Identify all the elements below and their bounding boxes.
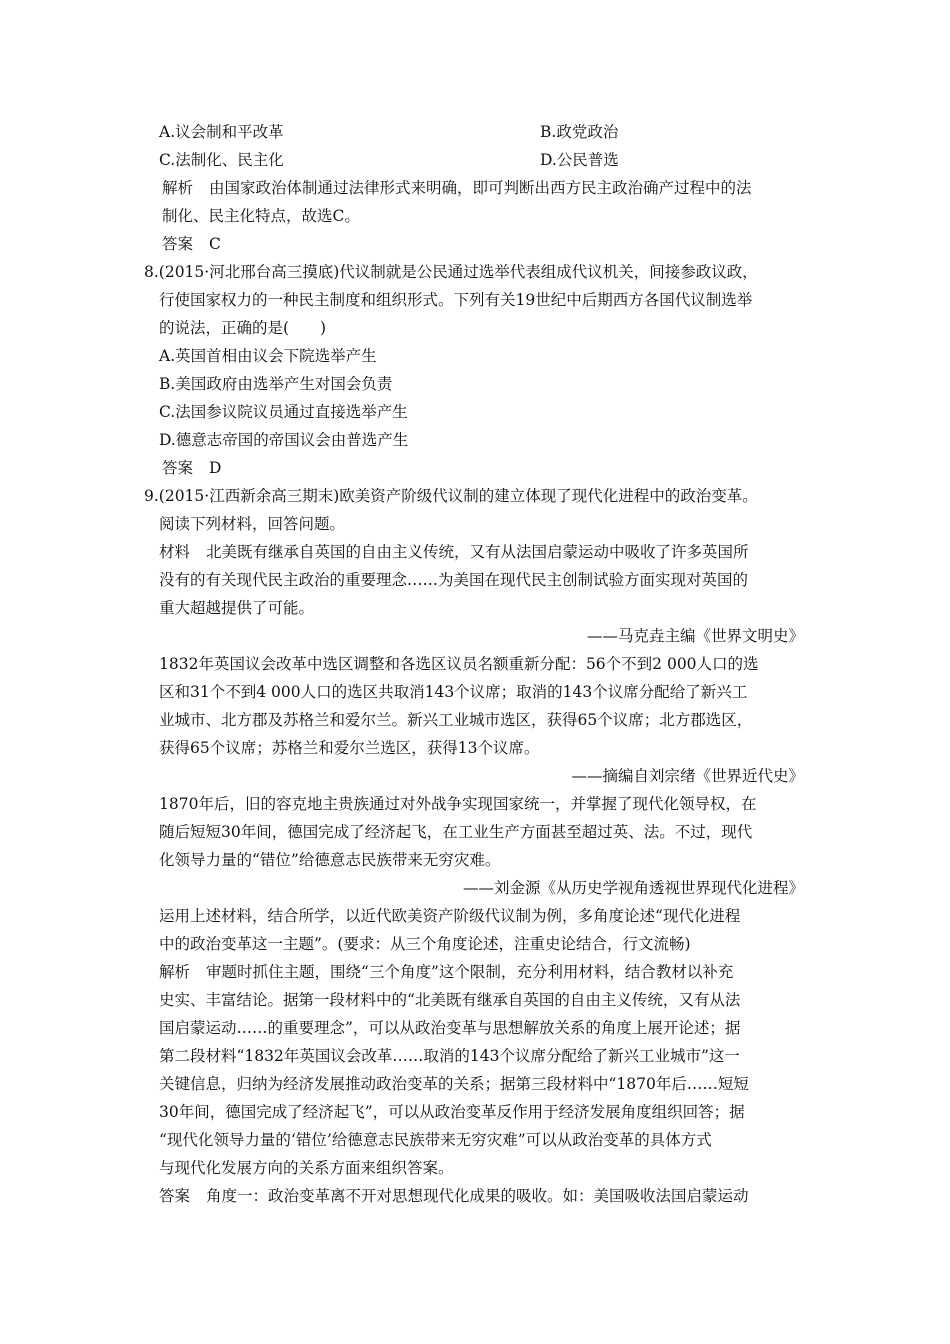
q8-stem-line-2: 行使国家权力的一种民主制度和组织形式。下列有关19世纪中后期西方各国代议制选举 bbox=[159, 291, 753, 309]
q9-analysis-line-2: 史实、丰富结论。据第一段材料中的“北美既有继承自英国的自由主义传统，又有从法 bbox=[159, 991, 741, 1009]
q9-stem-line-1: 9.(2015·江西新余高三期末)欧美资产阶级代议制的建立体现了现代化进程中的政治变革。 bbox=[144, 487, 758, 505]
q9-material-2-line-2: 区和31个不到4 000人口的选区共取消143个议席；取消的143个议席分配给了新兴工 bbox=[159, 683, 748, 701]
q9-answer-label: 答案 bbox=[159, 1187, 191, 1205]
q7-answer bbox=[162, 234, 221, 254]
q9-material-3-line-1: 1870年后，旧的容克地主贵族通过对外战争实现国家统一，并掌握了现代化领导权，在 bbox=[159, 795, 757, 813]
q8-stem-line-1: 8.(2015·河北邢台高三摸底)代议制就是公民通过选举代表组成代议机关，间接参政议政， bbox=[144, 263, 758, 281]
q9-stem-line-2: 阅读下列材料，回答问题。 bbox=[159, 515, 346, 533]
q9-analysis-line-7: “现代化领导力量的‘错位’给德意志民族带来无穷灾难”可以从政治变革的具体方式 bbox=[159, 1131, 712, 1149]
q9-analysis-line-6: 30年间，德国完成了经济起飞”，可以从政治变革反作用于经济发展角度组织回答；据 bbox=[159, 1103, 745, 1121]
q9-analysis-line-4: 第二段材料“1832年英国议会改革……取消的143个议席分配给了新兴工业城市”这一 bbox=[159, 1047, 740, 1065]
q9-material-1-line-3: 重大超越提供了可能。 bbox=[159, 599, 315, 617]
q9-material-1-line-2: 没有的有关现代民主政治的重要理念……为美国在现代民主创制试验方面实现对英国的 bbox=[159, 571, 749, 589]
q7-option-d: D.公民普选 bbox=[540, 151, 619, 169]
q8-answer bbox=[162, 458, 221, 478]
q9-material-3-line-2: 随后短短30年间，德国完成了经济起飞，在工业生产方面甚至超过英、法。不过，现代 bbox=[159, 823, 753, 841]
q9-analysis-line-1 bbox=[159, 962, 733, 982]
q9-material-3-line-3: 化领导力量的“错位”给德意志民族带来无穷灾难。 bbox=[159, 851, 501, 869]
q9-material-1-text: 北美既有继承自英国的自由主义传统，又有从法国启蒙运动中吸收了许多英国所 bbox=[206, 543, 749, 561]
q9-analysis-line-3: 国启蒙运动……的重要理念”，可以从政治变革与思想解放关系的角度上展开论述；据 bbox=[159, 1019, 741, 1037]
q9-analysis-line-5: 关键信息，归纳为经济发展推动政治变革的关系；据第三段材料中“1870年后……短短 bbox=[159, 1075, 749, 1093]
q9-answer-line-1 bbox=[159, 1186, 749, 1206]
q7-answer-label: 答案 bbox=[162, 235, 194, 253]
q7-answer-value: C bbox=[209, 235, 221, 253]
q9-answer-text: 角度一：政治变革离不开对思想现代化成果的吸收。如：美国吸收法国启蒙运动 bbox=[206, 1187, 749, 1205]
q7-option-a: A.议会制和平改革 bbox=[159, 123, 284, 141]
q9-material-1-line-1 bbox=[159, 542, 749, 562]
q9-analysis-label: 解析 bbox=[159, 963, 191, 981]
q8-answer-value: D bbox=[209, 459, 222, 477]
q9-analysis-text: 审题时抓住主题，围绕“三个角度”这个限制，充分利用材料，结合教材以补充 bbox=[206, 963, 734, 981]
q8-answer-label: 答案 bbox=[162, 459, 194, 477]
q9-task-line-2: 中的政治变革这一主题”。(要求：从三个角度论述，注重史论结合，行文流畅) bbox=[159, 935, 691, 953]
q9-material-label: 材料 bbox=[159, 543, 191, 561]
q7-analysis-text: 由国家政治体制通过法律形式来明确，即可判断出西方民主政治确产过程中的法 bbox=[209, 179, 752, 197]
q8-option-a: A.英国首相由议会下院选举产生 bbox=[159, 347, 377, 365]
q9-material-2-source: ——摘编自刘宗绪《世界近代史》 bbox=[571, 767, 804, 785]
q9-task-line-1: 运用上述材料，结合所学，以近代欧美资产阶级代议制为例，多角度论述“现代化进程 bbox=[159, 907, 741, 925]
q9-material-2-line-4: 获得65个议席；苏格兰和爱尔兰选区，获得13个议席。 bbox=[159, 739, 540, 757]
q8-option-b: B.美国政府由选举产生对国会负责 bbox=[159, 375, 393, 393]
q9-material-2-line-1: 1832年英国议会改革中选区调整和各选区议员名额重新分配：56个不到2 000人口的选 bbox=[159, 655, 759, 673]
q7-option-b: B.政党政治 bbox=[540, 123, 619, 141]
q7-analysis-label: 解析 bbox=[162, 179, 194, 197]
q8-option-d: D.德意志帝国的帝国议会由普选产生 bbox=[159, 431, 409, 449]
q7-analysis-line-1 bbox=[162, 178, 752, 198]
q8-stem-line-3: 的说法，正确的是( ) bbox=[159, 319, 327, 337]
q7-analysis-line-2: 制化、民主化特点，故选C。 bbox=[162, 207, 360, 225]
q9-material-2-line-3: 业城市、北方郡及苏格兰和爱尔兰。新兴工业城市选区，获得65个议席；北方郡选区， bbox=[159, 711, 753, 729]
q9-material-3-source: ——刘金源《从历史学视角透视世界现代化进程》 bbox=[462, 879, 804, 897]
q8-option-c: C.法国参议院议员通过直接选举产生 bbox=[159, 403, 408, 421]
q9-material-1-source: ——马克垚主编《世界文明史》 bbox=[586, 627, 804, 645]
q7-option-c: C.法制化、民主化 bbox=[159, 151, 284, 169]
q9-analysis-line-8: 与现代化发展方向的关系方面来组织答案。 bbox=[159, 1159, 454, 1177]
